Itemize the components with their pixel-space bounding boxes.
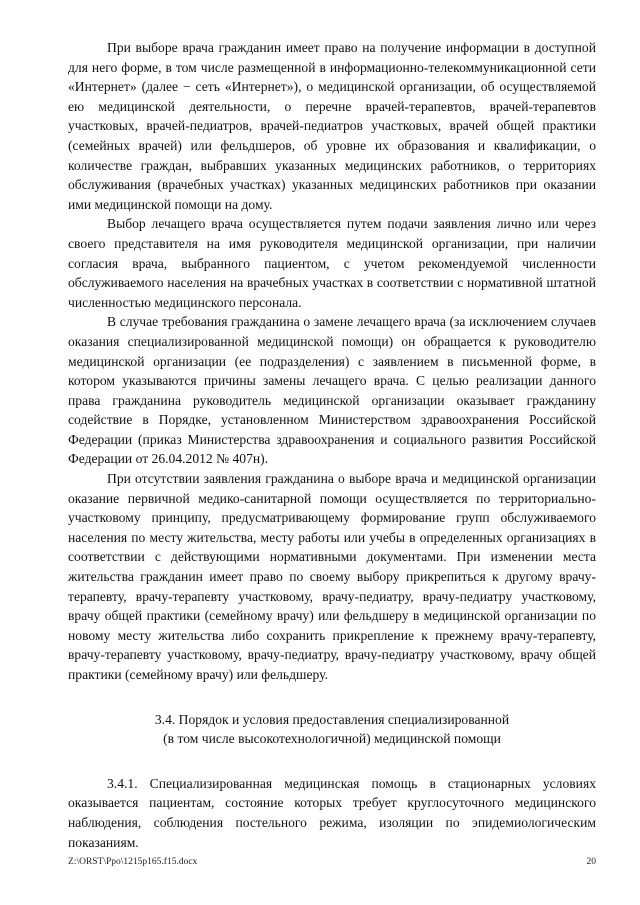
- footer-file-path: Z:\ORST\Ppo\1215p165.f15.docx: [68, 857, 198, 867]
- section-heading-line2: (в том числе высокотехнологичной) медицинской помощи: [163, 731, 501, 747]
- paragraph-specialized-care: 3.4.1. Специализированная медицинская помощь в стационарных условиях оказывается пациентам, состояние которых требует круглосуточного медицинского наблюдения, соблюдения постельного режима, изоляции по эпидемиологическим показаниям.: [68, 775, 596, 850]
- section-heading-line1: 3.4. Порядок и условия предоставления специализированной: [154, 711, 510, 727]
- paragraph-doctor-choice-info: При выборе врача гражданин имеет право на получение информации в доступной для него форме, в том числе размещенной в информационно-телекоммуникационной сети «Интернет» (далее − сеть «Интернет»), о медицинской организации, об осуществляемой ею медицинской деятельности, о перечне врачей-терапевтов, врачей-терапевтов участковых, врачей-педиатров, врачей-педиатров участковых, врачей общей практики (семейных врачей) или фельдшеров, об уровне их образования и квалификации, о количестве граждан, выбравших указанных медицинских работников, о территориях обслуживания (врачебных участках) указанных медицинских работников при оказании ими медицинской помощи на дому.: [68, 40, 596, 212]
- paragraph-territorial-principle: При отсутствии заявления гражданина о выборе врача и медицинской организации оказание первичной медико-санитарной помощи осуществляется по территориально-участковому принципу, предусматривающему формирование групп обслуживаемого населения по месту жительства, месту работы или учебы в определенных организациях в соответствии с действующими нормативными документами. При изменении места жительства гражданин имеет право по своему выбору прикрепиться к другому врачу-терапевту, врачу-терапевту участковому, врачу-педиатру, врачу-педиатру участковому, врачу общей практики (семейному врачу) или фельдшеру в медицинской организации по новому месту жительства либо сохранить прикрепление к прежнему врачу-терапевту, врачу-терапевту участковому, врачу-педиатру, врачу-педиатру участковому, врачу общей практики (семейному врачу) или фельдшеру.: [68, 471, 596, 682]
- paragraph-doctor-selection: Выбор лечащего врача осуществляется путем подачи заявления лично или через своего представителя на имя руководителя медицинской организации, при наличии согласия врача, выбранного пациентом, с учетом рекомендуемой численности обслуживаемого населения на врачебных участках в соответствии с нормативной штатной численностью медицинского персонала.: [68, 216, 596, 310]
- body-text: [68, 38, 596, 852]
- section-heading: [68, 710, 596, 749]
- paragraph-doctor-replacement: В случае требования гражданина о замене лечащего врача (за исключением случаев оказания специализированной медицинской помощи) он обращается к руководителю медицинской организации (ее подразделения) с заявлением в письменной форме, в котором указываются причины замены лечащего врача. С целью реализации данного права гражданина руководитель медицинской организации оказывает гражданину содействие в Порядке, установленном Министерством здравоохранения Российской Федерации (приказ Министерства здравоохранения и социального развития Российской Федерации от 26.04.2012 № 407н).: [68, 314, 596, 467]
- page-number: 20: [586, 857, 596, 867]
